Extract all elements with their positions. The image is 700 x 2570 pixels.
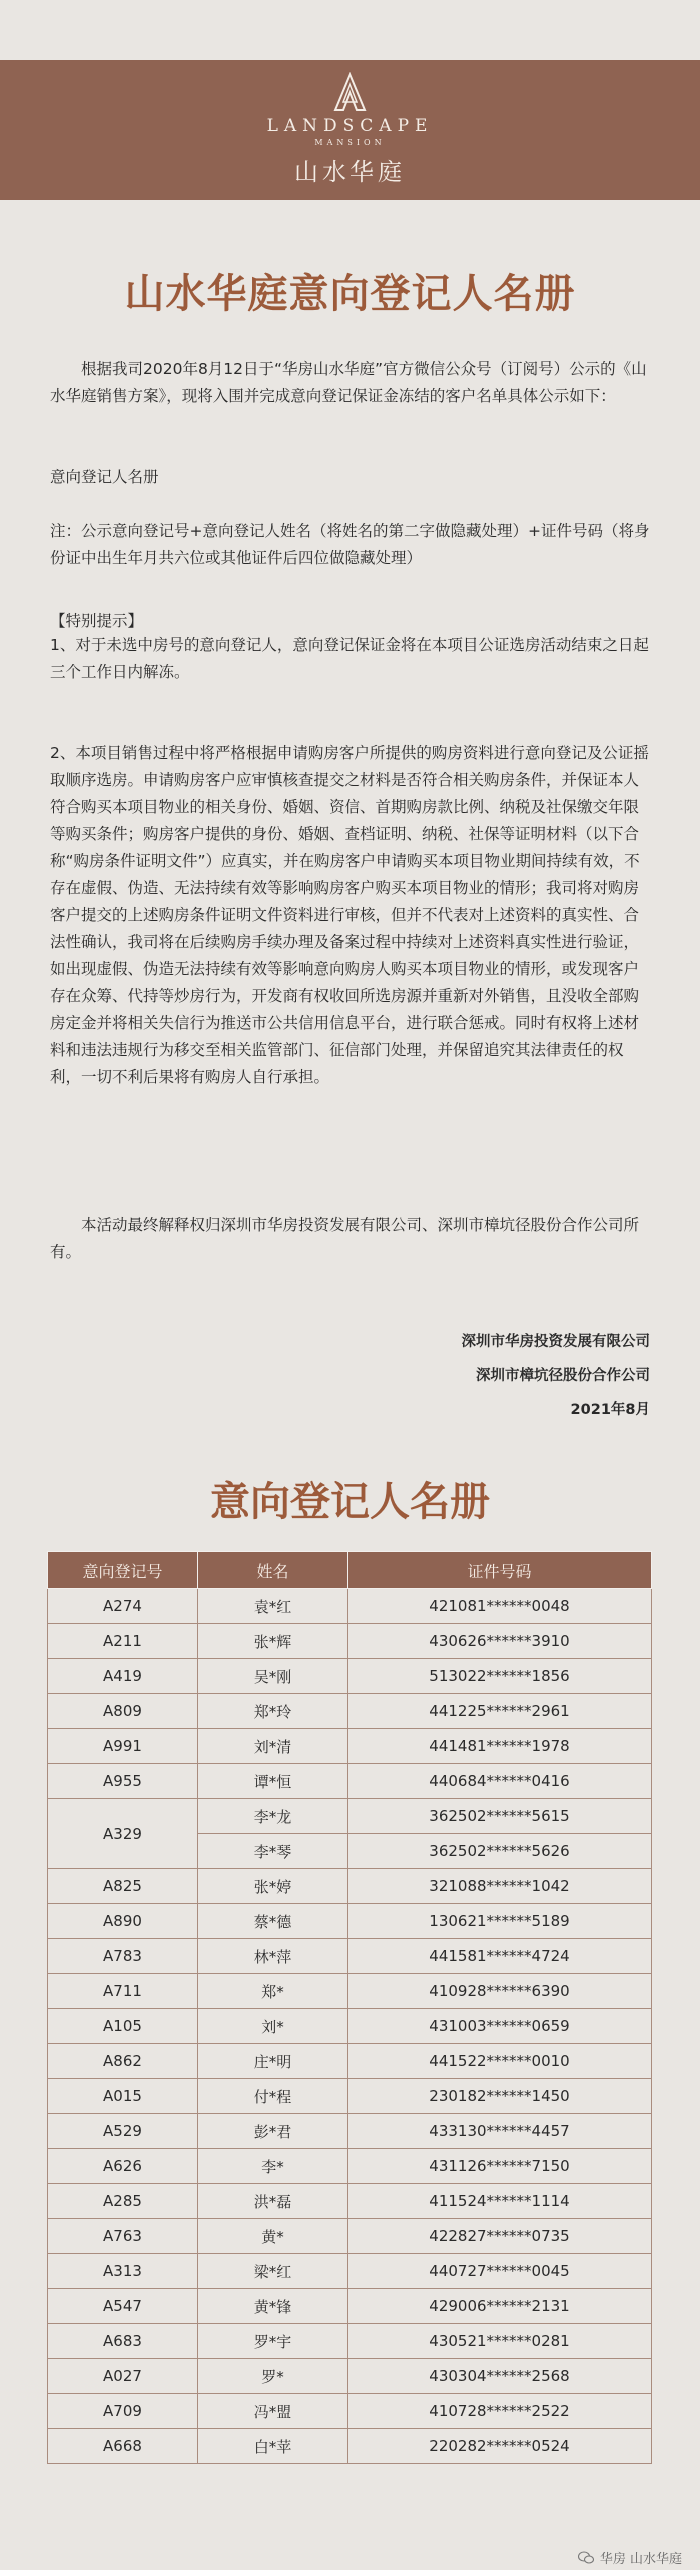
cell-name: 张*婷	[198, 1869, 348, 1904]
brand-subtitle: MANSION	[314, 138, 386, 147]
cell-reg-no: A547	[48, 2289, 198, 2324]
cell-id-no: 431126******7150	[348, 2149, 652, 2184]
list-heading: 意向登记人名册	[50, 468, 159, 486]
cell-id-no: 441522******0010	[348, 2044, 652, 2079]
cell-name: 梁*红	[198, 2254, 348, 2289]
cell-id-no: 429006******2131	[348, 2289, 652, 2324]
cell-reg-no: A015	[48, 2079, 198, 2114]
cell-name: 彭*君	[198, 2114, 348, 2149]
cell-id-no: 441581******4724	[348, 1939, 652, 1974]
cell-reg-no: A668	[48, 2429, 198, 2464]
cell-reg-no: A529	[48, 2114, 198, 2149]
cell-reg-no: A711	[48, 1974, 198, 2009]
cell-reg-no: A285	[48, 2184, 198, 2219]
cell-reg-no: A329	[48, 1799, 198, 1869]
table-row	[48, 1904, 652, 1939]
interpretation-clause: 本活动最终解释权归深圳市华房投资发展有限公司、深圳市樟坑径股份合作公司所有。	[50, 1216, 640, 1261]
cell-id-no: 362502******5626	[348, 1834, 652, 1869]
signature-company-2: 深圳市樟坑径股份合作公司	[476, 1368, 650, 1384]
page-title: 山水华庭意向登记人名册	[124, 271, 576, 317]
cell-id-no: 440684******0416	[348, 1764, 652, 1799]
cell-reg-no: A955	[48, 1764, 198, 1799]
cell-reg-no: A626	[48, 2149, 198, 2184]
cell-reg-no: A825	[48, 1869, 198, 1904]
cell-name: 刘*清	[198, 1729, 348, 1764]
table-row	[48, 2324, 652, 2359]
cell-reg-no: A274	[48, 1589, 198, 1624]
cell-name: 郑*	[198, 1974, 348, 2009]
cell-name: 蔡*德	[198, 1904, 348, 1939]
cell-name: 庄*明	[198, 2044, 348, 2079]
cell-reg-no: A211	[48, 1624, 198, 1659]
footer-watermark	[578, 2548, 682, 2567]
cell-reg-no: A809	[48, 1694, 198, 1729]
cell-id-no: 410728******2522	[348, 2394, 652, 2429]
table-row	[48, 1659, 652, 1694]
table-header-row	[48, 1552, 652, 1589]
cell-reg-no: A419	[48, 1659, 198, 1694]
cell-id-no: 230182******1450	[348, 2079, 652, 2114]
header-id-no: 证件号码	[348, 1552, 652, 1589]
cell-name: 李*琴	[198, 1834, 348, 1869]
table-title: 意向登记人名册	[210, 1479, 490, 1525]
table-row	[48, 1589, 652, 1624]
cell-id-no: 220282******0524	[348, 2429, 652, 2464]
table-row	[48, 1974, 652, 2009]
cell-name: 谭*恒	[198, 1764, 348, 1799]
cell-id-no: 433130******4457	[348, 2114, 652, 2149]
cell-id-no: 430304******2568	[348, 2359, 652, 2394]
header-reg-no: 意向登记号	[48, 1552, 198, 1589]
cell-name: 林*萍	[198, 1939, 348, 1974]
cell-name: 刘*	[198, 2009, 348, 2044]
brand-name-en: LANDSCAPE	[266, 116, 434, 136]
cell-reg-no: A709	[48, 2394, 198, 2429]
cell-reg-no: A991	[48, 1729, 198, 1764]
table-row	[48, 2219, 652, 2254]
cell-id-no: 513022******1856	[348, 1659, 652, 1694]
table-row	[48, 2044, 652, 2079]
cell-id-no: 421081******0048	[348, 1589, 652, 1624]
cell-id-no: 431003******0659	[348, 2009, 652, 2044]
table-row	[48, 2149, 652, 2184]
cell-name: 黄*锋	[198, 2289, 348, 2324]
cell-name: 罗*	[198, 2359, 348, 2394]
cell-name: 白*苹	[198, 2429, 348, 2464]
table-row	[48, 2429, 652, 2464]
cell-reg-no: A763	[48, 2219, 198, 2254]
header-name: 姓名	[198, 1552, 348, 1589]
wechat-icon	[578, 2551, 594, 2564]
table-row	[48, 1799, 652, 1834]
tip-1: 1、对于未选中房号的意向登记人，意向登记保证金将在本项目公证选房活动结束之日起三个工作日内解冻。	[50, 636, 649, 681]
table-row	[48, 2289, 652, 2324]
table-row	[48, 1624, 652, 1659]
table-row	[48, 2009, 652, 2044]
cell-reg-no: A862	[48, 2044, 198, 2079]
cell-id-no: 422827******0735	[348, 2219, 652, 2254]
table-row	[48, 2359, 652, 2394]
table-row	[48, 1939, 652, 1974]
cell-name: 付*程	[198, 2079, 348, 2114]
registrant-table	[47, 1551, 652, 2464]
table-row	[48, 2184, 652, 2219]
cell-id-no: 430626******3910	[348, 1624, 652, 1659]
cell-id-no: 321088******1042	[348, 1869, 652, 1904]
footer-text: 华房 山水华庭	[599, 2552, 682, 2567]
cell-name: 李*	[198, 2149, 348, 2184]
cell-reg-no: A683	[48, 2324, 198, 2359]
cell-name: 郑*玲	[198, 1694, 348, 1729]
cell-name: 李*龙	[198, 1799, 348, 1834]
cell-name: 袁*红	[198, 1589, 348, 1624]
signature-company-1: 深圳市华房投资发展有限公司	[461, 1334, 650, 1350]
cell-name: 冯*盟	[198, 2394, 348, 2429]
brand-name-cn: 山水华庭	[294, 158, 406, 186]
cell-name: 洪*磊	[198, 2184, 348, 2219]
signature-date: 2021年8月	[570, 1402, 650, 1418]
cell-reg-no: A105	[48, 2009, 198, 2044]
tip-2: 2、本项目销售过程中将严格根据申请购房客户所提供的购房资料进行意向登记及公证摇取顺序选房。申请购房客户应审慎核查提交之材料是否符合相关购房条件，并保证本人符合购买本项目物业的相关身份、婚姻、资信、首期购房款比例、纳税及社保缴交年限等购买条件；购房客户提供的身份、婚姻、查档证明、纳税、社保等证明材料（以下合称“购房条件证明文件”）应真实，并在购房客户申请购买本项目物业期间持续有效，不存在虚假、伪造、无法持续有效等影响购房客户购买本项目物业的情形；我司将对购房客户提交的上述购房条件证明文件资料进行审核，但并不代表对上述资料的真实性、合法性确认，我司将在后续购房手续办理及备案过程中持续对上述资料真实性进行验证，如出现虚假、伪造无法持续有效等影响意向购房人购买本项目物业的情形，或发现客户存在众筹、代持等炒房行为，开发商有权收回所选房源并重新对外销售，且没收全部购房定金并将相关失信行为推送市公共信用信息平台，进行联合惩戒。同时有权将上述材料和违法违规行为移交至相关监管部门、征信部门处理，并保留追究其法律责任的权利，一切不利后果将有购房人自行承担。	[50, 744, 649, 1086]
table-row	[48, 1764, 652, 1799]
table-row	[48, 1694, 652, 1729]
table-row	[48, 2254, 652, 2289]
cell-reg-no: A783	[48, 1939, 198, 1974]
table-row	[48, 2079, 652, 2114]
cell-name: 黄*	[198, 2219, 348, 2254]
note-paragraph: 注：公示意向登记号+意向登记人姓名（将姓名的第二字做隐藏处理）+证件号码（将身份证中出生年月共六位或其他证件后四位做隐藏处理）	[50, 522, 650, 567]
special-tip-heading: 【特别提示】	[50, 612, 144, 630]
cell-id-no: 441225******2961	[348, 1694, 652, 1729]
cell-id-no: 441481******1978	[348, 1729, 652, 1764]
cell-reg-no: A890	[48, 1904, 198, 1939]
cell-reg-no: A313	[48, 2254, 198, 2289]
cell-name: 吴*刚	[198, 1659, 348, 1694]
intro-paragraph: 根据我司2020年8月12日于“华房山水华庭”官方微信公众号（订阅号）公示的《山水华庭销售方案》，现将入围并完成意向登记保证金冻结的客户名单具体公示如下：	[50, 360, 647, 405]
cell-id-no: 362502******5615	[348, 1799, 652, 1834]
table-row	[48, 2114, 652, 2149]
cell-name: 张*辉	[198, 1624, 348, 1659]
cell-id-no: 130621******5189	[348, 1904, 652, 1939]
cell-id-no: 430521******0281	[348, 2324, 652, 2359]
cell-id-no: 410928******6390	[348, 1974, 652, 2009]
brand-header	[0, 60, 700, 200]
cell-name: 罗*宇	[198, 2324, 348, 2359]
table-row	[48, 1729, 652, 1764]
table-row	[48, 2394, 652, 2429]
cell-id-no: 411524******1114	[348, 2184, 652, 2219]
mountain-logo-icon	[327, 72, 373, 112]
cell-id-no: 440727******0045	[348, 2254, 652, 2289]
cell-reg-no: A027	[48, 2359, 198, 2394]
table-row	[48, 1869, 652, 1904]
